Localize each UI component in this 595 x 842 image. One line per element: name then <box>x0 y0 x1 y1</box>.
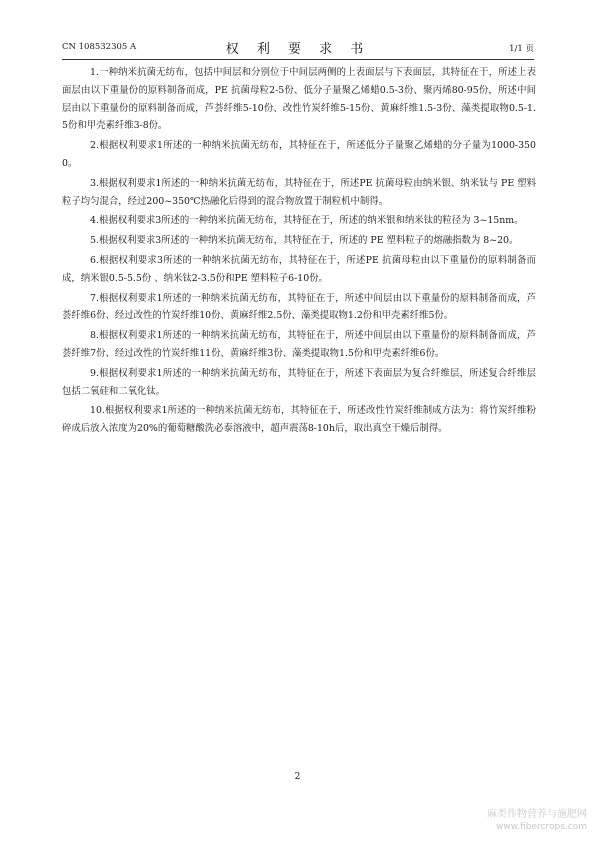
site-watermark <box>487 808 587 833</box>
page-indicator: 1/1 页 <box>509 44 534 54</box>
claim-2: 2.根据权利要求1所述的一种纳米抗菌无纺布，其特征在于，所述低分子量聚乙烯蜡的分子量为1000-3500。 <box>62 140 536 169</box>
claim-3: 3.根据权利要求1所述的一种纳米抗菌无纺布，其特征在于，所述PE 抗菌母粒由纳米银、纳米钛与 PE 塑料粒子均匀混合，经过200~350℃热融化后得到的混合物放置于制粒机中制得。 <box>62 177 536 207</box>
claim-7: 7.根据权利要求1所述的一种纳米抗菌无纺布，其特征在于，所述中间层由以下重量份的原料制备而成，芦荟纤维6份、经过改性的竹炭纤维10份、黄麻纤维2.5份、藻类提取物1.2份和甲壳素纤维5份。 <box>62 292 536 322</box>
page-number: 2 <box>294 772 301 782</box>
page-header <box>62 38 534 58</box>
claim-5: 5.根据权利要求3所述的一种纳米抗菌无纺布，其特征在于，所述的 PE 塑料粒子的熔融指数为 8~20。 <box>90 235 519 247</box>
document-number: CN 108532305 A <box>62 42 137 52</box>
watermark-site-name: 麻类作物营养与施肥网 <box>487 809 587 820</box>
claim-1: 1.一种纳米抗菌无纺布，包括中间层和分别位于中间层两侧的上表面层与下表面层，其特征在于，所述上表面层由以下重量份的原料制备而成，PE 抗菌母粒2-5份、低分子量聚乙烯蜡0.5-3份、聚丙烯80-95份，所述中间层由以下重量份的原料制备而成，芦荟纤维5-10份、改性竹炭纤维5-15份、黄麻纤维1.5-3份、藻类提取物0.5-1.5份和甲壳素纤维3-8份。 <box>62 67 536 132</box>
claim-9: 9.根据权利要求1所述的一种纳米抗菌无纺布，其特征在于，所述下表面层为复合纤维层，所述复合纤维层包括二氧硅和二氧化钛。 <box>62 367 536 397</box>
header-divider <box>62 59 534 60</box>
claim-8: 8.根据权利要求1所述的一种纳米抗菌无纺布，其特征在于，所述中间层由以下重量份的原料制备而成，芦荟纤维7份、经过改性的竹炭纤维11份、黄麻纤维3份、藻类提取物1.5份和甲壳素纤维6份。 <box>62 330 536 359</box>
watermark-url: www.fibercrops.com <box>496 822 587 832</box>
document-title: 权 利 要 求 书 <box>225 42 371 57</box>
claim-6: 6.根据权利要求3所述的一种纳米抗菌无纺布，其特征在于，所述PE 抗菌母粒由以下重量份的原料制备而成，纳米银0.5-5.5份 、纳米钛2-3.5份和PE 塑料粒子6-10份。 <box>62 254 536 284</box>
claims-list <box>62 64 536 440</box>
claim-10: 10.根据权利要求1所述的一种纳米抗菌无纺布，其特征在于，所述改性竹炭纤维制成方法为：将竹炭纤维粉碎成后放入浓度为20%的葡萄糖酸洗必泰溶液中，超声震荡8-10h后，取出真空干燥后制得。 <box>62 405 536 435</box>
claim-4: 4.根据权利要求3所述的一种纳米抗菌无纺布，其特征在于，所述的纳米银和纳米钛的粒径为 3~15nm。 <box>90 215 524 227</box>
